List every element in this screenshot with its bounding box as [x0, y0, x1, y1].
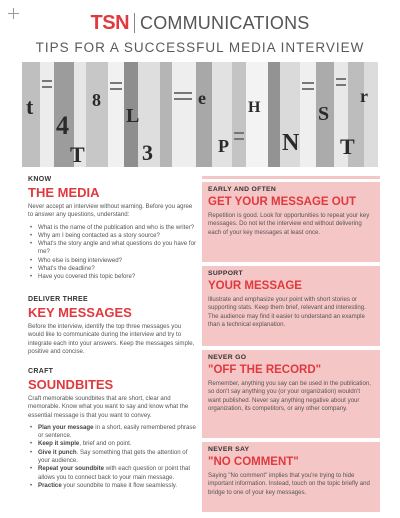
section-title: THE MEDIA [28, 185, 100, 200]
newspaper-banner-image [22, 62, 378, 167]
svg-text:3: 3 [142, 140, 153, 165]
panel-off-the-record [202, 350, 380, 438]
svg-text:N: N [282, 130, 300, 156]
section-kicker: NEVER GO [208, 354, 247, 361]
svg-text:8: 8 [92, 90, 101, 110]
logo-divider [134, 13, 135, 33]
panel-message-out [202, 182, 380, 262]
section-title: GET YOUR MESSAGE OUT [208, 196, 357, 208]
section-title: KEY MESSAGES [28, 305, 132, 320]
svg-text:P: P [218, 136, 229, 156]
list-item: • Why am I being contacted as a story source? [28, 232, 198, 240]
panel-top-strip [202, 176, 380, 179]
section-body: Craft memorable soundbites that are short, clear and memorable. Know what you want to say and know what the essential message is that you want to convey. [28, 395, 189, 419]
svg-text:H: H [248, 99, 261, 116]
section-body: Never accept an interview without warning. Before you agree to answer any questions, understand: [28, 203, 193, 219]
list-item: • Who else is being interviewed? [28, 257, 198, 265]
newspaper-stack-illustration [22, 62, 378, 167]
section-kicker: CRAFT [28, 368, 54, 375]
page-title: TIPS FOR A SUCCESSFUL MEDIA INTERVIEW [35, 40, 365, 55]
panel-no-comment [202, 442, 380, 512]
section-kicker: KNOW [28, 176, 52, 183]
list-item: • Plan your message in a short, easily remembered phrase or sentence. [28, 424, 198, 441]
list-item: • What's the deadline? [28, 265, 198, 273]
svg-text:L: L [126, 105, 140, 127]
list-item: • Keep it simple, brief and on point. [28, 440, 198, 448]
section-kicker: DELIVER THREE [28, 296, 88, 303]
section-kicker: NEVER SAY [208, 446, 250, 453]
section-know-the-media [28, 176, 198, 282]
svg-text:4: 4 [56, 111, 69, 140]
section-title: "NO COMMENT" [208, 456, 299, 468]
list-item: • What's the story angle and what questions do you have for me? [28, 240, 198, 257]
brand-logo: TSN [90, 11, 130, 34]
brand-suffix: COMMUNICATIONS [140, 12, 310, 33]
list-item: • Repeat your soundbite with each question or point that allows you to connect back to your main message. [28, 465, 198, 482]
section-body: Remember, anything you say can be used in the publication, so don't say anything you (or your organization) wouldn't want published. Never say anything negative about your organization, its competitors, or any other company. [208, 380, 371, 412]
svg-text:T: T [340, 134, 355, 159]
panel-support-message [202, 266, 380, 346]
list-item: • What is the name of the publication and who is the writer? [28, 224, 198, 232]
list-item: • Have you covered this topic before? [28, 273, 198, 281]
section-key-messages [28, 296, 198, 356]
section-soundbites [28, 368, 198, 490]
svg-text:t: t [26, 94, 34, 119]
section-body: Repetition is good. Look for opportunities to repeat your key messages. Do not let the interview end without delivering each of your key messages at least once. [208, 212, 370, 236]
section-title: SOUNDBITES [28, 377, 114, 392]
svg-text:e: e [198, 88, 206, 108]
svg-text:T: T [70, 142, 85, 167]
list-item: • Give it punch. Say something that gets the attention of your audience. [28, 449, 198, 466]
section-title: "OFF THE RECORD" [208, 364, 322, 376]
section-kicker: EARLY AND OFTEN [208, 186, 277, 193]
section-title: YOUR MESSAGE [208, 280, 302, 292]
soundbite-tips-list [28, 424, 198, 490]
section-body: Before the interview, identify the top three messages you would like to communicate during the interview and try to integrate each into your answers. Keep the messages simple, positive and concise. [28, 323, 195, 355]
question-list [28, 224, 198, 282]
svg-text:r: r [360, 86, 368, 106]
section-kicker: SUPPORT [208, 270, 243, 277]
section-body: Saying "No comment" implies that you're trying to hide important information. Instead, touch on the topic briefly and bridge to one of your key messages. [208, 472, 370, 496]
section-body: Illustrate and emphasize your point with short stories or supporting stats. Keep them brief, relevant and interesting. The audience may find it easier to understand an example than a technical explanation. [208, 296, 366, 328]
brand-header [0, 12, 400, 34]
svg-text:S: S [318, 103, 330, 125]
list-item: • Practice your soundbite to make it flow seamlessly. [28, 482, 198, 490]
